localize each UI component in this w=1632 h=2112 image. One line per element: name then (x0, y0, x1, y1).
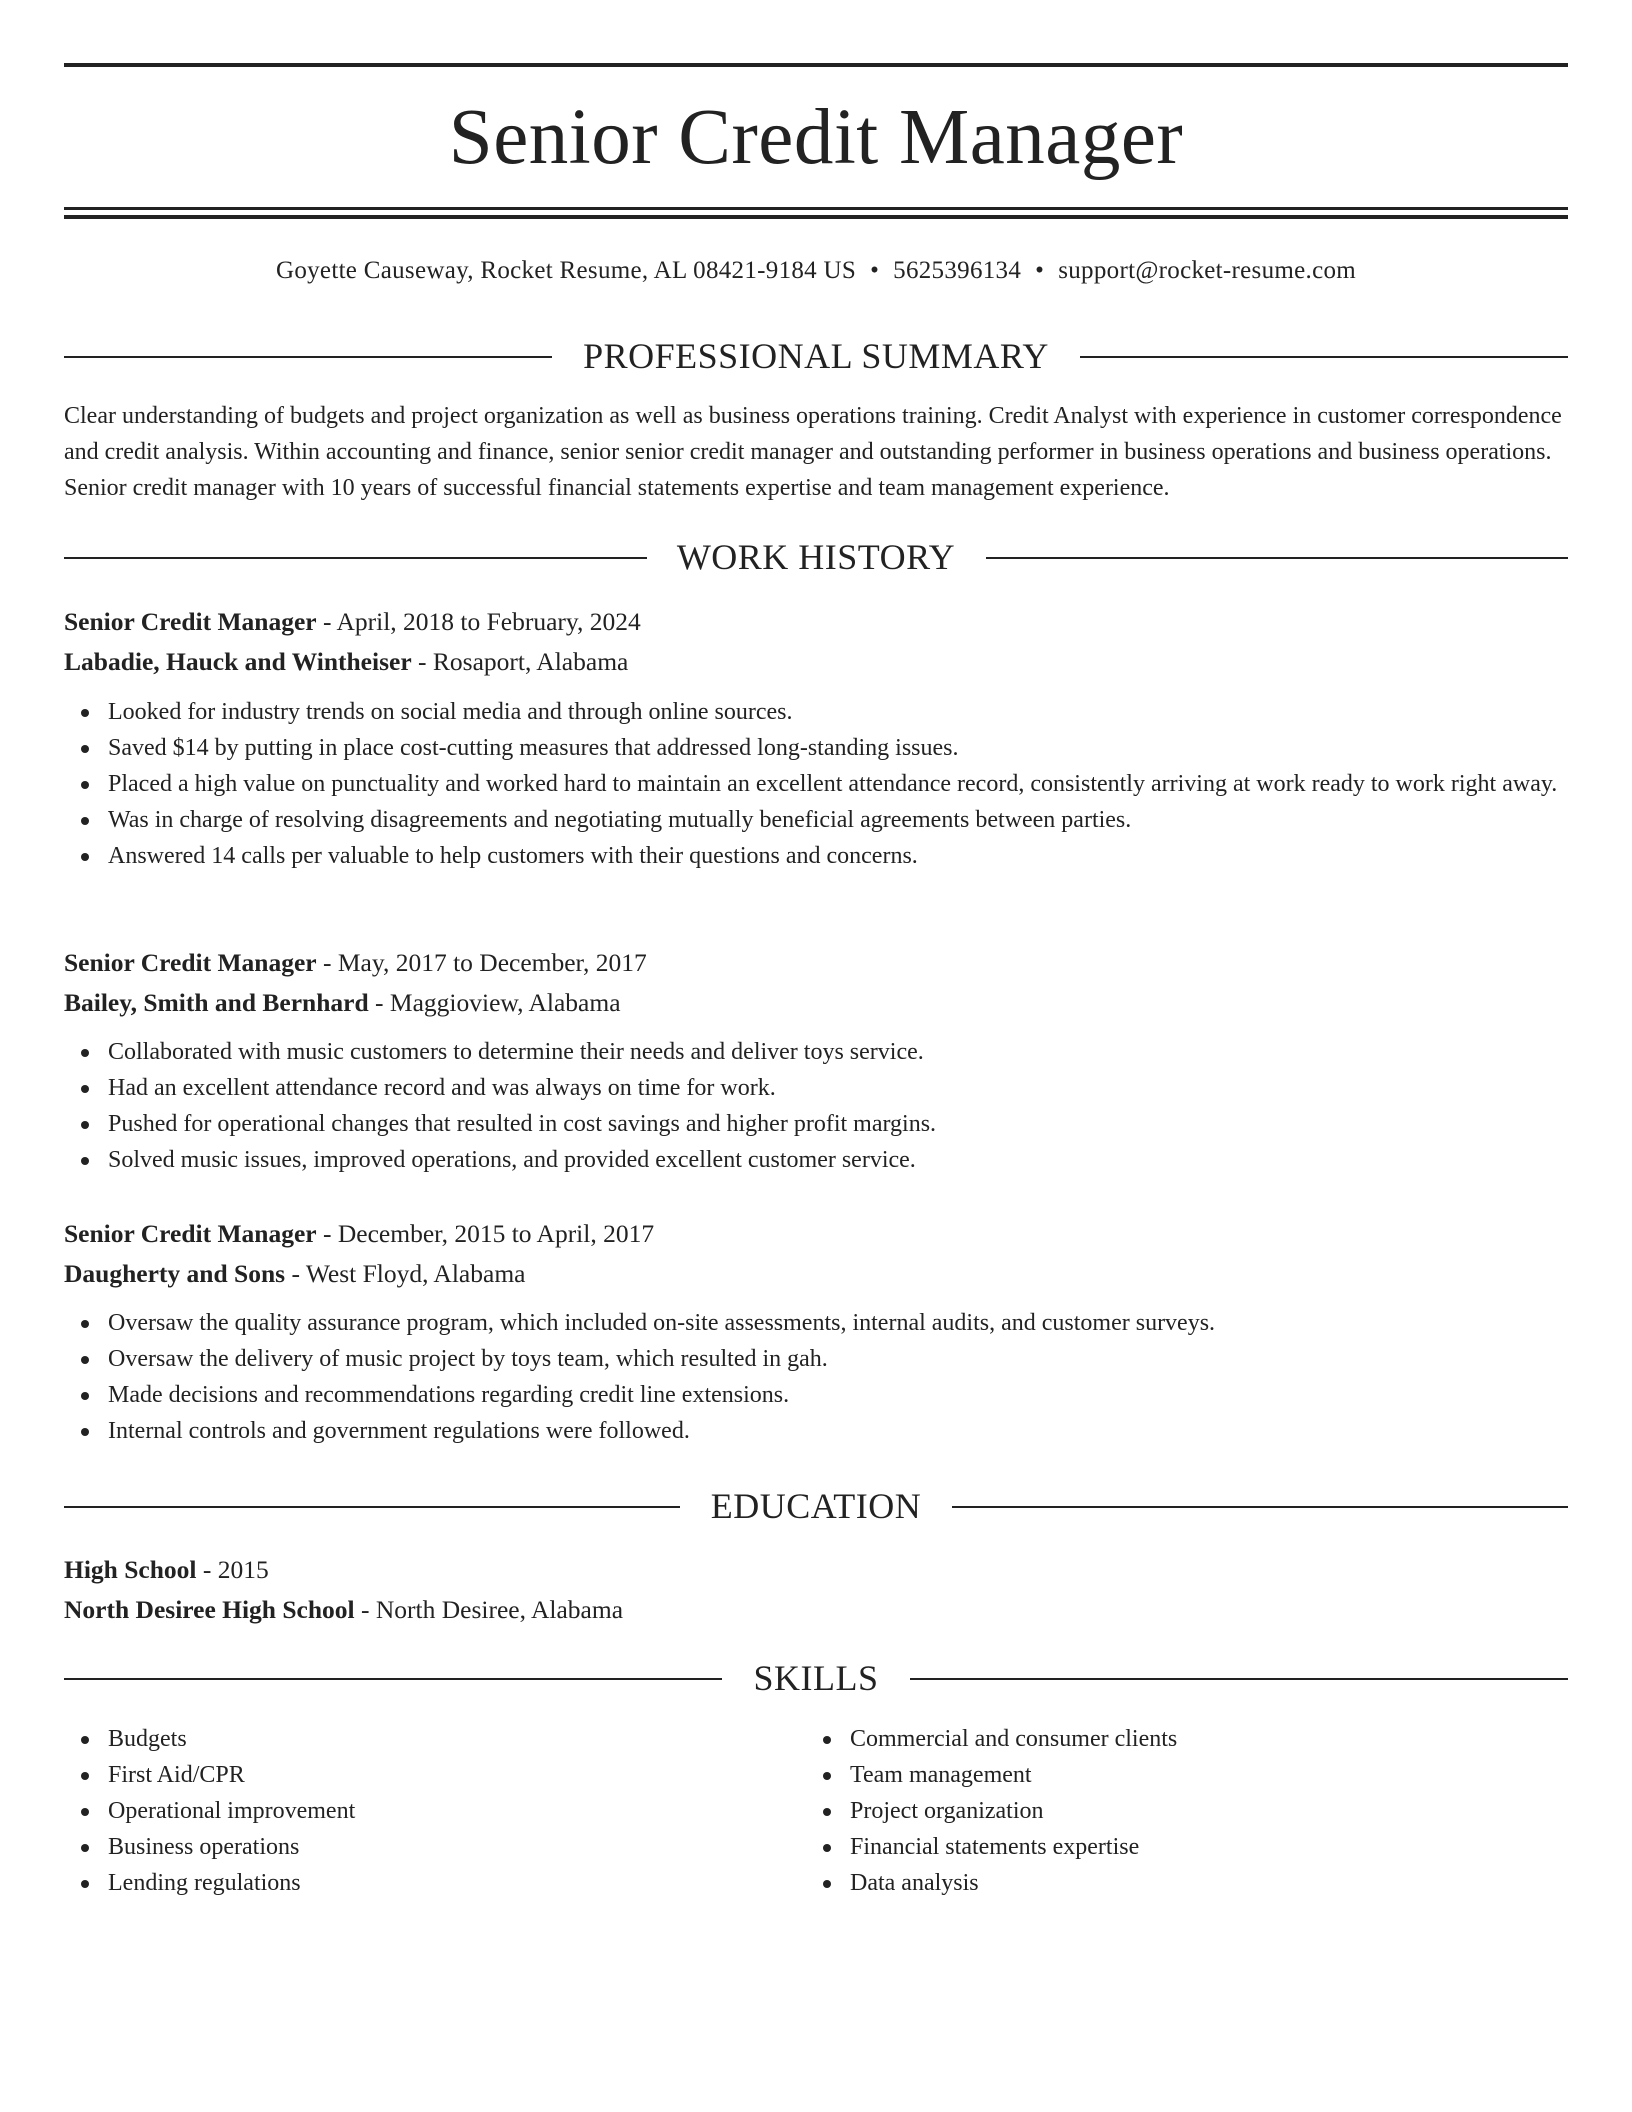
job-role: Senior Credit Manager (64, 948, 317, 977)
job-company: Bailey, Smith and Bernhard (64, 988, 369, 1017)
job-company-line: Labadie, Hauck and Wintheiser - Rosaport, Alabama (64, 647, 629, 676)
list-item: Placed a high value on punctuality and worked hard to maintain an excellent attendance record, consistently arriving at work ready to work right away. (64, 766, 1568, 802)
section-heading-skills (64, 1653, 1568, 1703)
job-location: West Floyd, Alabama (305, 1259, 526, 1288)
job-bullets (64, 1034, 1568, 1178)
job-location: Maggioview, Alabama (389, 988, 621, 1017)
education-location: North Desiree, Alabama (375, 1595, 624, 1624)
skill-item: Project organization (806, 1793, 1568, 1829)
list-item: Looked for industry trends on social media and through online sources. (64, 694, 1568, 730)
job-dates: May, 2017 to December, 2017 (337, 948, 647, 977)
skill-item: Business operations (64, 1829, 804, 1865)
section-title: EDUCATION (710, 1486, 922, 1526)
skill-item: Lending regulations (64, 1865, 804, 1901)
skill-item: Commercial and consumer clients (806, 1721, 1568, 1757)
list-item: Oversaw the delivery of music project by toys team, which resulted in gah. (64, 1341, 1568, 1377)
education-year: 2015 (217, 1555, 269, 1584)
list-item: Collaborated with music customers to determine their needs and deliver toys service. (64, 1034, 1568, 1070)
section-title: PROFESSIONAL SUMMARY (583, 336, 1049, 376)
job-company-line: Bailey, Smith and Bernhard - Maggioview, Alabama (64, 988, 621, 1017)
list-item: Saved $14 by putting in place cost-cutting measures that addressed long-standing issues. (64, 730, 1568, 766)
job-dates: December, 2015 to April, 2017 (337, 1219, 655, 1248)
list-item: Internal controls and government regulations were followed. (64, 1413, 1568, 1449)
title-rule-lower (64, 215, 1568, 219)
skill-item: Financial statements expertise (806, 1829, 1568, 1865)
job-location: Rosaport, Alabama (432, 647, 629, 676)
summary-text: Clear understanding of budgets and project organization as well as business operations training. Credit Analyst with experience in customer correspondence and credit analysis. Within accounting and finance, senior senior credit manager and outstanding performer in business operations and business operations. Senior credit manager with 10 years of successful financial statements expertise and team management experience. (64, 403, 1562, 501)
job-company: Labadie, Hauck and Wintheiser (64, 647, 412, 676)
skill-item: Budgets (64, 1721, 804, 1757)
list-item: Solved music issues, improved operations, and provided excellent customer service. (64, 1142, 1568, 1178)
title-rule-upper (64, 207, 1568, 210)
skill-item: Team management (806, 1757, 1568, 1793)
education-entry (64, 1550, 1568, 1630)
top-rule (64, 63, 1568, 67)
skills-list-right (806, 1721, 1568, 1901)
education-school-line: North Desiree High School - North Desiree, Alabama (64, 1595, 624, 1624)
job-entry (64, 602, 1568, 682)
skills-list-left (64, 1721, 804, 1901)
job-dates: April, 2018 to February, 2024 (336, 607, 641, 636)
skill-item: Data analysis (806, 1865, 1568, 1901)
contact-separator: • (870, 257, 880, 284)
job-title-line: Senior Credit Manager - April, 2018 to February, 2024 (64, 607, 641, 636)
education-school: North Desiree High School (64, 1595, 355, 1624)
resume-title: Senior Credit Manager (448, 94, 1184, 181)
contact-separator: • (1035, 257, 1045, 284)
education-degree-line: High School - 2015 (64, 1555, 269, 1584)
skill-item: First Aid/CPR (64, 1757, 804, 1793)
section-title: SKILLS (753, 1658, 879, 1698)
list-item: Oversaw the quality assurance program, which included on-site assessments, internal audits, and customer surveys. (64, 1305, 1568, 1341)
contact-line (64, 253, 1568, 289)
section-heading-summary (64, 331, 1568, 381)
skill-item: Operational improvement (64, 1793, 804, 1829)
list-item: Pushed for operational changes that resulted in cost savings and higher profit margins. (64, 1106, 1568, 1142)
job-bullets (64, 1305, 1568, 1449)
job-role: Senior Credit Manager (64, 607, 317, 636)
list-item: Answered 14 calls per valuable to help customers with their questions and concerns. (64, 838, 1568, 874)
job-title-line: Senior Credit Manager - May, 2017 to December, 2017 (64, 948, 647, 977)
job-company: Daugherty and Sons (64, 1259, 286, 1288)
section-title: WORK HISTORY (676, 537, 956, 577)
list-item: Made decisions and recommendations regarding credit line extensions. (64, 1377, 1568, 1413)
list-item: Had an excellent attendance record and was always on time for work. (64, 1070, 1568, 1106)
section-heading-work-history (64, 532, 1568, 582)
contact-email: support@rocket-resume.com (1058, 257, 1357, 284)
job-entry (64, 1214, 1568, 1294)
job-role: Senior Credit Manager (64, 1219, 317, 1248)
job-company-line: Daugherty and Sons - West Floyd, Alabama (64, 1259, 526, 1288)
list-item: Was in charge of resolving disagreements and negotiating mutually beneficial agreements between parties. (64, 802, 1568, 838)
job-title-line: Senior Credit Manager - December, 2015 to April, 2017 (64, 1219, 655, 1248)
education-degree: High School (64, 1555, 197, 1584)
job-bullets (64, 694, 1568, 874)
contact-address: Goyette Causeway, Rocket Resume, AL 08421-9184 US (275, 257, 857, 284)
contact-phone: 5625396134 (893, 257, 1022, 284)
job-entry (64, 943, 1568, 1023)
section-heading-education (64, 1481, 1568, 1531)
